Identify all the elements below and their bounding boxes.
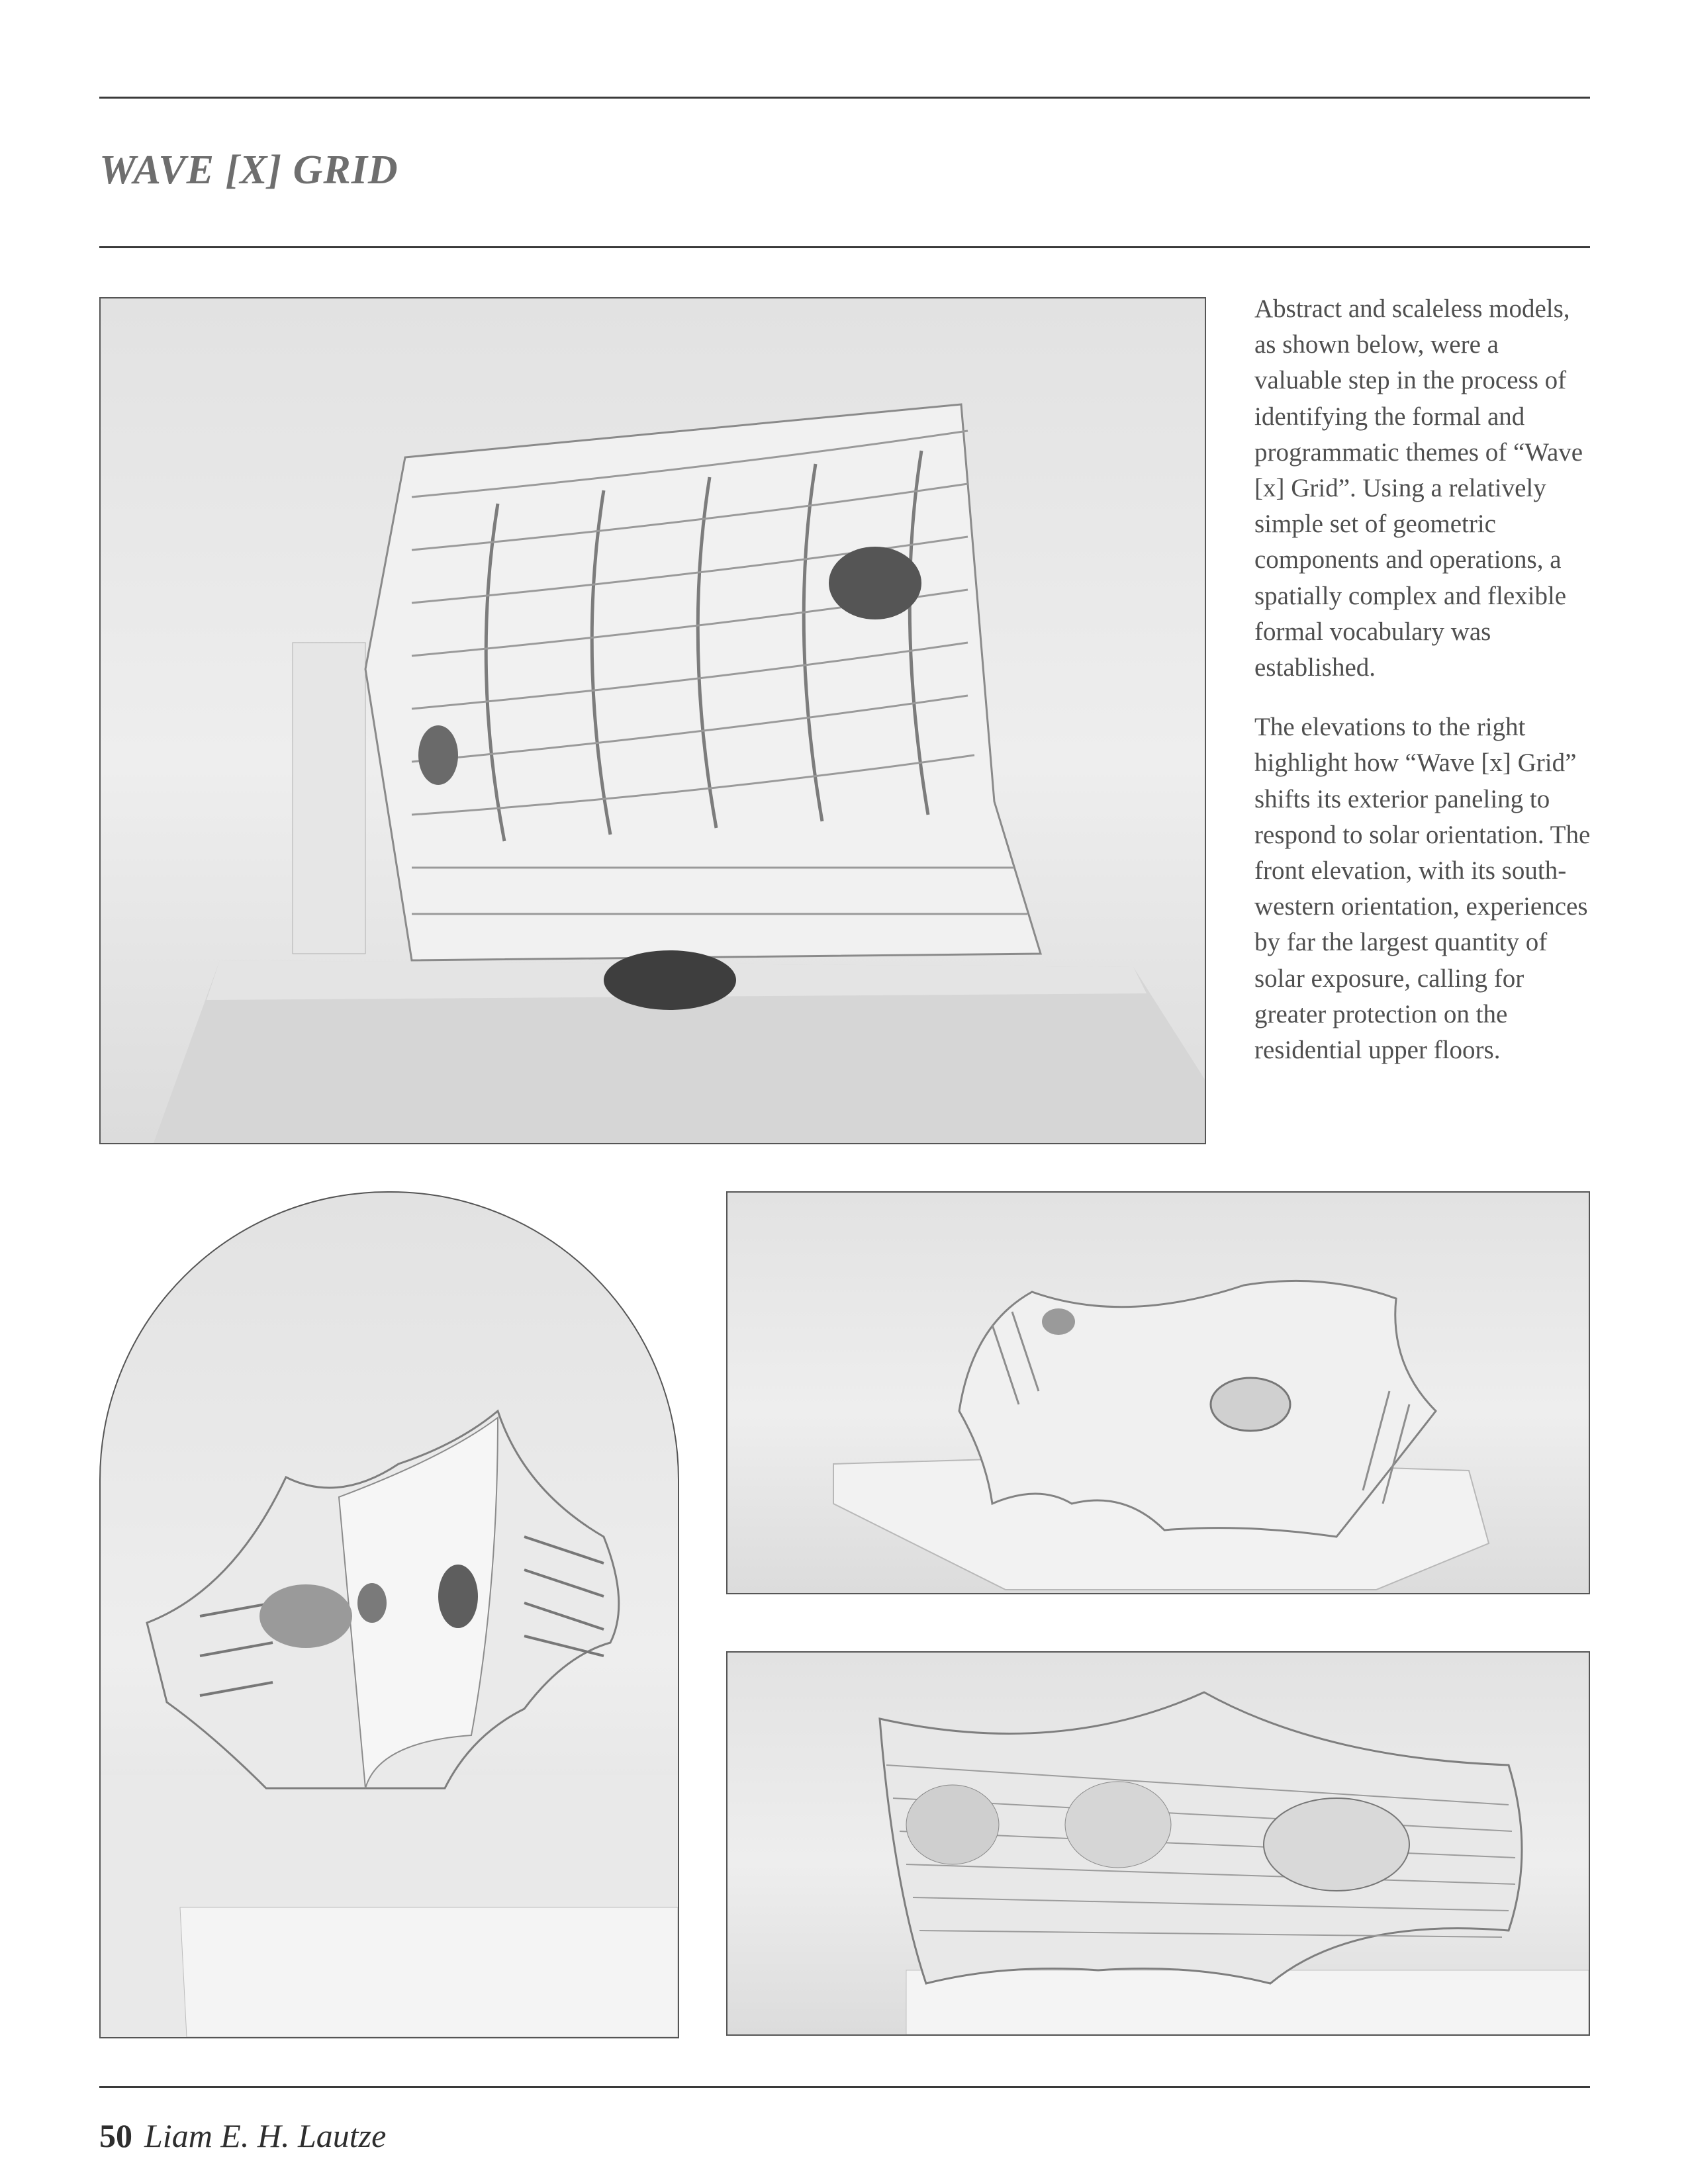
page-title: WAVE [X] GRID — [99, 148, 399, 193]
description-paragraph: The elevations to the right highlight how “Wave [x] Grid” shifts its exterior paneling to respond to solar orientation. The front elevation, with its south-western orientation, experiences by far the largest quantity of solar exposure, calling for greater protection on the residential upper floors. — [1254, 713, 1591, 1065]
main-model-photo — [99, 297, 1206, 1144]
arched-model-photo — [99, 1191, 679, 2038]
page-footer — [99, 2116, 386, 2155]
description-text — [1254, 291, 1592, 1092]
description-paragraph: Abstract and scaleless models, as shown below, were a valuable step in the process of identifying the formal and programmatic themes of “Wave [x] Grid”. Using a relatively simple set of geometric components and operations, a spatially complex and flexible formal vocabulary was established. — [1254, 295, 1583, 682]
page-number: 50 — [99, 2117, 132, 2154]
bottom-right-model-photo — [726, 1651, 1590, 2036]
title-rule — [99, 246, 1590, 248]
top-right-model-photo — [726, 1191, 1590, 1594]
top-rule — [99, 97, 1590, 99]
bottom-rule — [99, 2086, 1590, 2088]
footer-author: Liam E. H. Lautze — [144, 2117, 387, 2154]
